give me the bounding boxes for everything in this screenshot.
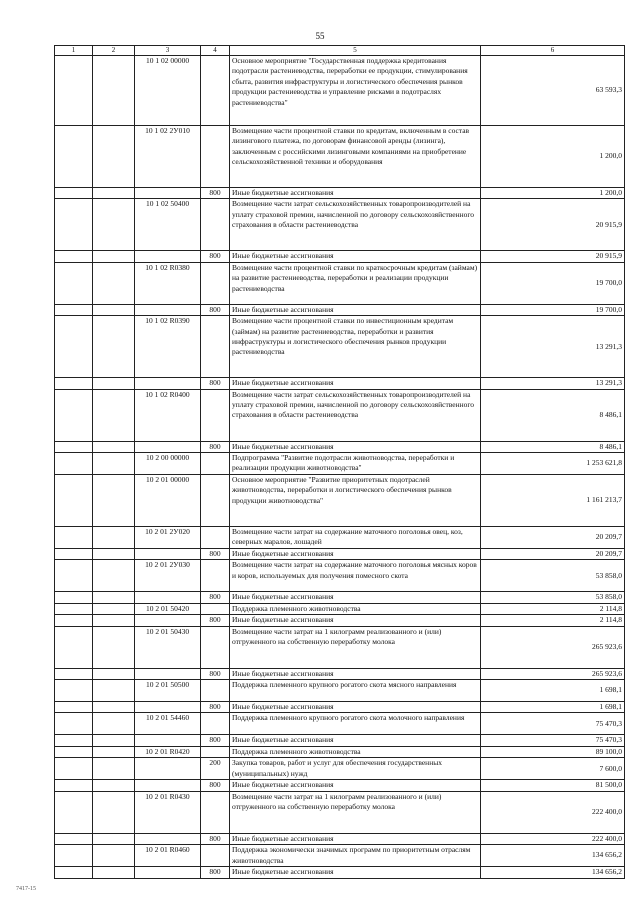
- classification-code: [135, 251, 201, 262]
- expense-type-code: 800: [201, 188, 230, 199]
- col1-cell: [55, 680, 93, 702]
- header-cell: 3: [135, 46, 201, 56]
- item-name: Возмещение части процентной ставки по краткосрочным кредитам (займам) на развитие растениеводства, переработки и реализации продукции растениеводства: [230, 262, 481, 304]
- table-row: [55, 188, 625, 199]
- amount: 7 600,0: [481, 758, 625, 780]
- item-name: Возмещение части процентной ставки по инвестиционным кредитам (займам) на развитие растениеводства, переработки и развития инфраструктуры и логистического обеспечения рынков продукции растениеводства: [230, 316, 481, 378]
- header-cell: 4: [201, 46, 230, 56]
- col1-cell: [55, 833, 93, 844]
- item-name: Иные бюджетные ассигнования: [230, 668, 481, 679]
- expense-type-code: 800: [201, 615, 230, 626]
- amount: 81 500,0: [481, 780, 625, 791]
- footer-code: 7417-15: [16, 886, 36, 892]
- classification-code: 10 2 01 54460: [135, 713, 201, 735]
- item-name: Иные бюджетные ассигнования: [230, 780, 481, 791]
- table-row: [55, 316, 625, 378]
- expense-type-code: [201, 713, 230, 735]
- amount: 1 200,0: [481, 126, 625, 188]
- col1-cell: [55, 791, 93, 833]
- item-name: Возмещение части затрат сельскохозяйственных товаропроизводителей на уплату страховой премии, начисленной по договору сельскохозяйственного страхования в области растениеводства: [230, 199, 481, 251]
- budget-table: [54, 45, 625, 879]
- amount: 19 700,0: [481, 262, 625, 304]
- col1-cell: [55, 746, 93, 757]
- expense-type-code: 800: [201, 441, 230, 452]
- expense-type-code: 800: [201, 735, 230, 746]
- classification-code: [135, 867, 201, 878]
- header-cell: 1: [55, 46, 93, 56]
- item-name: Возмещение части процентной ставки по кредитам, включенным в состав лизингового платежа, по договорам финансовой аренды (лизинга), заключенным с российскими лизинговыми компаниями на приобретение сельскохозяйственной техники и оборудования: [230, 126, 481, 188]
- item-name: Иные бюджетные ассигнования: [230, 188, 481, 199]
- amount: 134 656,2: [481, 867, 625, 878]
- col2-cell: [93, 615, 135, 626]
- expense-type-code: [201, 626, 230, 668]
- classification-code: 10 2 01 R0420: [135, 746, 201, 757]
- item-name: Иные бюджетные ассигнования: [230, 378, 481, 389]
- table-row: [55, 527, 625, 549]
- col2-cell: [93, 702, 135, 713]
- classification-code: [135, 833, 201, 844]
- col1-cell: [55, 475, 93, 527]
- col2-cell: [93, 626, 135, 668]
- col1-cell: [55, 453, 93, 475]
- classification-code: 10 1 02 R0390: [135, 316, 201, 378]
- classification-code: 10 2 01 2У020: [135, 527, 201, 549]
- col1-cell: [55, 668, 93, 679]
- classification-code: [135, 668, 201, 679]
- col2-cell: [93, 475, 135, 527]
- col1-cell: [55, 702, 93, 713]
- table-row: [55, 378, 625, 389]
- col2-cell: [93, 549, 135, 560]
- expense-type-code: [201, 262, 230, 304]
- classification-code: [135, 780, 201, 791]
- classification-code: [135, 188, 201, 199]
- classification-code: 10 2 01 00000: [135, 475, 201, 527]
- table-row: [55, 780, 625, 791]
- col1-cell: [55, 199, 93, 251]
- item-name: Иные бюджетные ассигнования: [230, 304, 481, 315]
- amount: 134 656,2: [481, 845, 625, 867]
- col1-cell: [55, 735, 93, 746]
- amount: 8 486,1: [481, 441, 625, 452]
- expense-type-code: 800: [201, 668, 230, 679]
- item-name: Поддержка племенного животноводства: [230, 746, 481, 757]
- table-header-row: [55, 46, 625, 56]
- col2-cell: [93, 592, 135, 603]
- col1-cell: [55, 560, 93, 592]
- table-row: [55, 199, 625, 251]
- col1-cell: [55, 304, 93, 315]
- classification-code: 10 2 01 50500: [135, 680, 201, 702]
- amount: 53 858,0: [481, 560, 625, 592]
- amount: 20 915,9: [481, 251, 625, 262]
- col2-cell: [93, 833, 135, 844]
- item-name: Иные бюджетные ассигнования: [230, 867, 481, 878]
- item-name: Иные бюджетные ассигнования: [230, 441, 481, 452]
- amount: 19 700,0: [481, 304, 625, 315]
- item-name: Возмещение части затрат на 1 килограмм реализованного и (или) отгруженного на собственную переработку молока: [230, 791, 481, 833]
- item-name: Возмещение части затрат на содержание маточного поголовья овец, коз, северных маралов, лошадей: [230, 527, 481, 549]
- amount: 8 486,1: [481, 389, 625, 441]
- expense-type-code: [201, 845, 230, 867]
- col1-cell: [55, 549, 93, 560]
- amount: 53 858,0: [481, 592, 625, 603]
- expense-type-code: 800: [201, 549, 230, 560]
- item-name: Иные бюджетные ассигнования: [230, 549, 481, 560]
- col1-cell: [55, 758, 93, 780]
- col2-cell: [93, 735, 135, 746]
- item-name: Поддержка племенного крупного рогатого скота мясного направления: [230, 680, 481, 702]
- col1-cell: [55, 441, 93, 452]
- amount: 20 915,9: [481, 199, 625, 251]
- col2-cell: [93, 845, 135, 867]
- header-cell: 6: [481, 46, 625, 56]
- expense-type-code: [201, 389, 230, 441]
- classification-code: [135, 735, 201, 746]
- classification-code: 10 2 01 50420: [135, 603, 201, 614]
- header-cell: 2: [93, 46, 135, 56]
- col1-cell: [55, 603, 93, 614]
- table-row: [55, 680, 625, 702]
- col2-cell: [93, 791, 135, 833]
- amount: 1 161 213,7: [481, 475, 625, 527]
- item-name: Закупка товаров, работ и услуг для обеспечения государственных (муниципальных) нужд: [230, 758, 481, 780]
- item-name: Иные бюджетные ассигнования: [230, 833, 481, 844]
- expense-type-code: 800: [201, 702, 230, 713]
- table-row: [55, 791, 625, 833]
- col2-cell: [93, 713, 135, 735]
- item-name: Основное мероприятие "Развитие приоритетных подотраслей животноводства, переработки и логистического обеспечения рынков продукции животноводства": [230, 475, 481, 527]
- amount: 265 923,6: [481, 626, 625, 668]
- table-row: [55, 389, 625, 441]
- item-name: Иные бюджетные ассигнования: [230, 615, 481, 626]
- item-name: Поддержка экономически значимых программ по приоритетным отраслям животноводства: [230, 845, 481, 867]
- table-row: [55, 475, 625, 527]
- classification-code: 10 2 01 R0430: [135, 791, 201, 833]
- expense-type-code: 800: [201, 867, 230, 878]
- classification-code: 10 2 01 50430: [135, 626, 201, 668]
- col1-cell: [55, 592, 93, 603]
- item-name: Иные бюджетные ассигнования: [230, 251, 481, 262]
- table-row: [55, 549, 625, 560]
- col1-cell: [55, 713, 93, 735]
- classification-code: 10 2 01 R0460: [135, 845, 201, 867]
- expense-type-code: [201, 680, 230, 702]
- expense-type-code: [201, 746, 230, 757]
- table-row: [55, 626, 625, 668]
- table-row: [55, 251, 625, 262]
- table-row: [55, 603, 625, 614]
- amount: 20 209,7: [481, 549, 625, 560]
- col2-cell: [93, 304, 135, 315]
- expense-type-code: [201, 560, 230, 592]
- table-row: [55, 746, 625, 757]
- col1-cell: [55, 378, 93, 389]
- classification-code: [135, 549, 201, 560]
- col2-cell: [93, 251, 135, 262]
- table-row: [55, 867, 625, 878]
- col2-cell: [93, 441, 135, 452]
- amount: 1 253 621,8: [481, 453, 625, 475]
- amount: 222 400,0: [481, 791, 625, 833]
- item-name: Возмещение части затрат на 1 килограмм реализованного и (или) отгруженного на собственную переработку молока: [230, 626, 481, 668]
- classification-code: [135, 758, 201, 780]
- col2-cell: [93, 316, 135, 378]
- table-row: [55, 615, 625, 626]
- amount: 20 209,7: [481, 527, 625, 549]
- amount: 2 114,8: [481, 603, 625, 614]
- col2-cell: [93, 188, 135, 199]
- expense-type-code: [201, 527, 230, 549]
- amount: 75 470,3: [481, 713, 625, 735]
- table-row: [55, 758, 625, 780]
- col2-cell: [93, 603, 135, 614]
- table-row: [55, 262, 625, 304]
- table-row: [55, 833, 625, 844]
- table-row: [55, 304, 625, 315]
- expense-type-code: [201, 126, 230, 188]
- col2-cell: [93, 453, 135, 475]
- expense-type-code: [201, 316, 230, 378]
- col1-cell: [55, 56, 93, 126]
- amount: 265 923,6: [481, 668, 625, 679]
- col1-cell: [55, 251, 93, 262]
- col2-cell: [93, 780, 135, 791]
- col2-cell: [93, 746, 135, 757]
- col2-cell: [93, 560, 135, 592]
- col1-cell: [55, 389, 93, 441]
- col2-cell: [93, 668, 135, 679]
- col1-cell: [55, 615, 93, 626]
- expense-type-code: [201, 199, 230, 251]
- classification-code: 10 1 02 50400: [135, 199, 201, 251]
- expense-type-code: [201, 475, 230, 527]
- col2-cell: [93, 126, 135, 188]
- amount: 222 400,0: [481, 833, 625, 844]
- amount: 1 698,1: [481, 702, 625, 713]
- col1-cell: [55, 527, 93, 549]
- classification-code: [135, 378, 201, 389]
- table-row: [55, 845, 625, 867]
- col1-cell: [55, 780, 93, 791]
- col2-cell: [93, 56, 135, 126]
- item-name: Иные бюджетные ассигнования: [230, 735, 481, 746]
- col1-cell: [55, 867, 93, 878]
- expense-type-code: 800: [201, 251, 230, 262]
- item-name: Иные бюджетные ассигнования: [230, 702, 481, 713]
- table-row: [55, 126, 625, 188]
- classification-code: 10 2 01 2У030: [135, 560, 201, 592]
- table-row: [55, 441, 625, 452]
- classification-code: 10 1 02 R0400: [135, 389, 201, 441]
- amount: 13 291,3: [481, 316, 625, 378]
- col2-cell: [93, 389, 135, 441]
- expense-type-code: 800: [201, 592, 230, 603]
- table-row: [55, 56, 625, 126]
- item-name: Поддержка племенного крупного рогатого скота молочного направления: [230, 713, 481, 735]
- col1-cell: [55, 262, 93, 304]
- classification-code: 10 1 02 2У010: [135, 126, 201, 188]
- expense-type-code: 800: [201, 833, 230, 844]
- col1-cell: [55, 316, 93, 378]
- col1-cell: [55, 626, 93, 668]
- classification-code: [135, 615, 201, 626]
- classification-code: [135, 441, 201, 452]
- col2-cell: [93, 680, 135, 702]
- item-name: Подпрограмма "Развитие подотрасли животноводства, переработки и реализации продукции животноводства": [230, 453, 481, 475]
- col2-cell: [93, 758, 135, 780]
- classification-code: [135, 304, 201, 315]
- expense-type-code: 800: [201, 304, 230, 315]
- expense-type-code: [201, 791, 230, 833]
- expense-type-code: 800: [201, 780, 230, 791]
- col2-cell: [93, 867, 135, 878]
- item-name: Иные бюджетные ассигнования: [230, 592, 481, 603]
- classification-code: [135, 592, 201, 603]
- amount: 2 114,8: [481, 615, 625, 626]
- amount: 1 698,1: [481, 680, 625, 702]
- item-name: Возмещение части затрат на содержание маточного поголовья мясных коров и коров, используемых для получения помесного скота: [230, 560, 481, 592]
- amount: 75 470,3: [481, 735, 625, 746]
- page-number: 55: [315, 31, 325, 41]
- table-row: [55, 592, 625, 603]
- amount: 13 291,3: [481, 378, 625, 389]
- item-name: Основное мероприятие "Государственная поддержка кредитования подотрасли растениеводства, переработки ее продукции, стимулирования сбыта, развития инфраструктуры и логистического обеспечения рынков продукции растениеводства и управление рисками в подотраслях растениеводства": [230, 56, 481, 126]
- col1-cell: [55, 188, 93, 199]
- col2-cell: [93, 527, 135, 549]
- classification-code: 10 1 02 00000: [135, 56, 201, 126]
- col2-cell: [93, 199, 135, 251]
- col2-cell: [93, 262, 135, 304]
- amount: 89 100,0: [481, 746, 625, 757]
- table-row: [55, 668, 625, 679]
- col1-cell: [55, 126, 93, 188]
- col1-cell: [55, 845, 93, 867]
- item-name: Возмещение части затрат сельскохозяйственных товаропроизводителей на уплату страховой премии, начисленной по договору сельскохозяйственного страхования в области растениеводства: [230, 389, 481, 441]
- amount: 63 593,3: [481, 56, 625, 126]
- header-cell: 5: [230, 46, 481, 56]
- classification-code: 10 1 02 R0380: [135, 262, 201, 304]
- amount: 1 200,0: [481, 188, 625, 199]
- expense-type-code: 200: [201, 758, 230, 780]
- classification-code: 10 2 00 00000: [135, 453, 201, 475]
- table-row: [55, 735, 625, 746]
- expense-type-code: [201, 56, 230, 126]
- expense-type-code: [201, 603, 230, 614]
- table-row: [55, 713, 625, 735]
- table-row: [55, 702, 625, 713]
- expense-type-code: [201, 453, 230, 475]
- table-row: [55, 453, 625, 475]
- expense-type-code: 800: [201, 378, 230, 389]
- classification-code: [135, 702, 201, 713]
- item-name: Поддержка племенного животноводства: [230, 603, 481, 614]
- table-row: [55, 560, 625, 592]
- col2-cell: [93, 378, 135, 389]
